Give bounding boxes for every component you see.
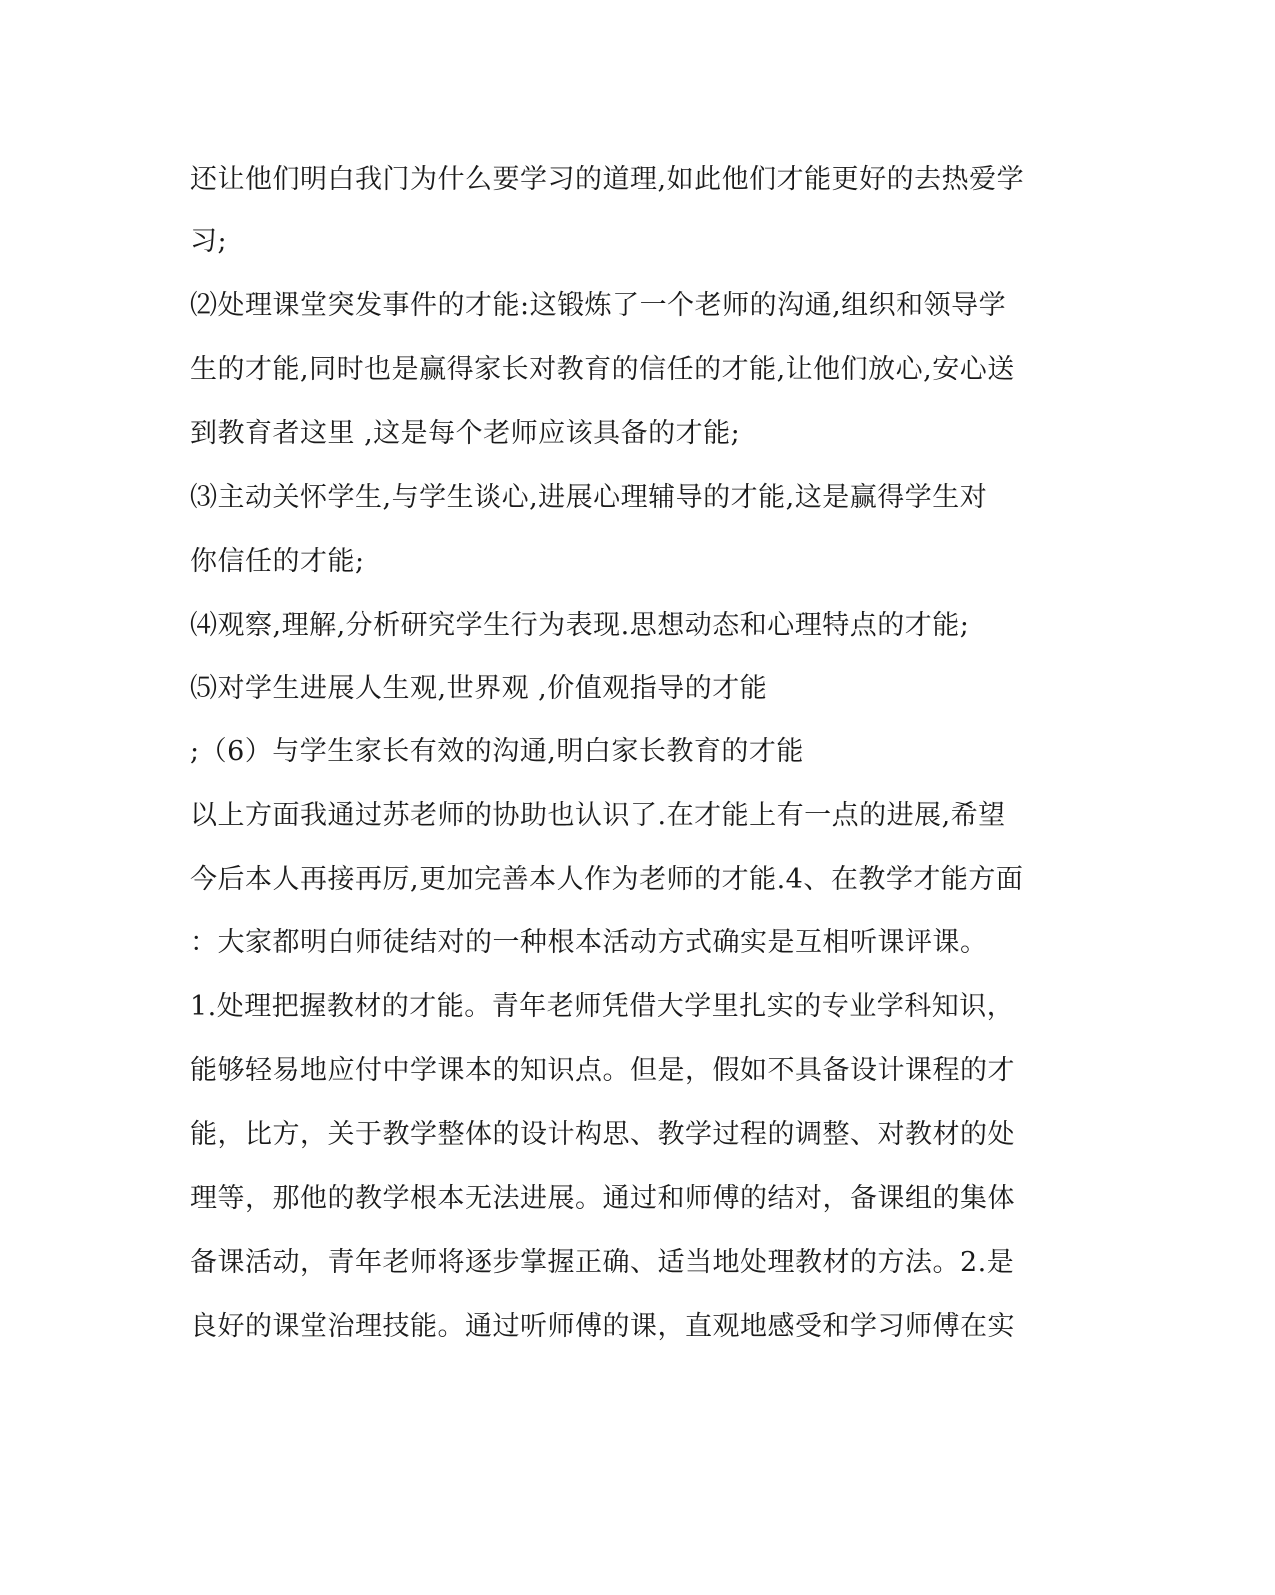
text-line: ⑶主动关怀学生,与学生谈心,进展心理辅导的才能,这是赢得学生对 (190, 482, 988, 513)
text-line: ⑷观察,理解,分析研究学生行为表现.思想动态和心理特点的才能; (190, 610, 970, 641)
text-line: 习; (190, 226, 228, 257)
text-line: ⑸对学生进展人生观,世界观 ,价值观指导的才能 (190, 673, 768, 704)
text-line: ;（6）与学生家长有效的沟通,明白家长教育的才能 (190, 736, 804, 767)
text-line: 还让他们明白我门为什么要学习的道理,如此他们才能更好的去热爱学 (190, 164, 1025, 195)
text-line: 1.处理把握教材的才能。青年老师凭借大学里扎实的专业学科知识， (190, 991, 1015, 1022)
text-line: ：大家都明白师徒结对的一种根本活动方式确实是互相听课评课。 (190, 927, 988, 958)
text-line: 以上方面我通过苏老师的协助也认识了.在才能上有一点的进展,希望 (190, 800, 1006, 831)
text-line: 良好的课堂治理技能。通过听师傅的课，直观地感受和学习师傅在实 (190, 1311, 1015, 1342)
text-line: ⑵处理课堂突发事件的才能:这锻炼了一个老师的沟通,组织和领导学 (190, 290, 1007, 321)
document-body (190, 166, 1070, 1340)
text-line: 能，比方，关于教学整体的设计构思、教学过程的调整、对教材的处 (190, 1119, 1015, 1150)
text-line: 你信任的才能; (190, 546, 365, 577)
text-line: 今后本人再接再厉,更加完善本人作为老师的才能.4、在教学才能方面 (190, 864, 1024, 895)
text-line: 生的才能,同时也是赢得家长对教育的信任的才能,让他们放心,安心送 (190, 354, 1015, 385)
text-line: 理等，那他的教学根本无法进展。通过和师傅的结对，备课组的集体 (190, 1183, 1015, 1214)
text-line: 备课活动，青年老师将逐步掌握正确、适当地处理教材的方法。2.是 (190, 1247, 1015, 1278)
text-line: 能够轻易地应付中学课本的知识点。但是，假如不具备设计课程的才 (190, 1055, 1015, 1086)
text-line: 到教育者这里 ,这是每个老师应该具备的才能; (190, 418, 741, 449)
